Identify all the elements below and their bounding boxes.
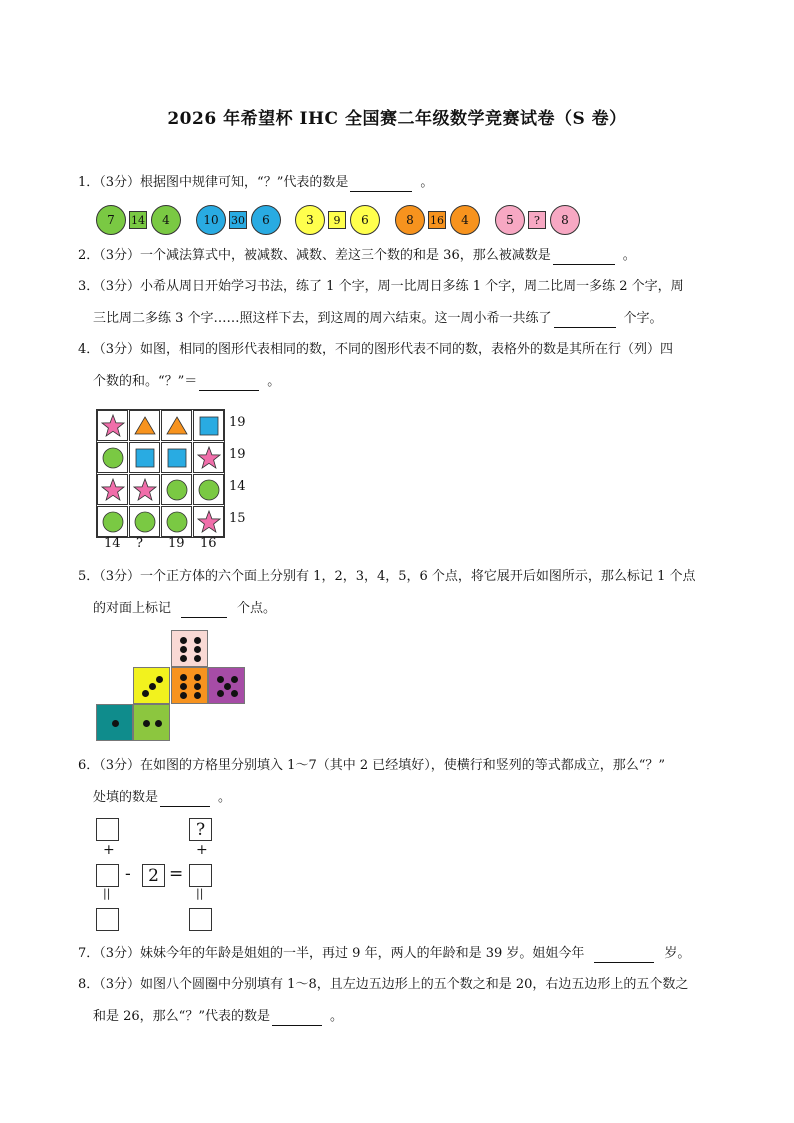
q5-face-dot bbox=[156, 676, 163, 683]
q6-equals-sign: = bbox=[169, 864, 184, 884]
q5-face-dot bbox=[231, 676, 238, 683]
q4-row-sum: 19 bbox=[229, 447, 246, 462]
question-8-end: 。 bbox=[329, 1009, 343, 1024]
question-4-end: 。 bbox=[267, 374, 281, 389]
q4-grid-cell bbox=[161, 442, 192, 473]
question-5-end: 个点。 bbox=[237, 601, 277, 616]
q5-face-dot bbox=[149, 683, 156, 690]
question-4-text: 个数的和。“？”＝ bbox=[93, 374, 198, 389]
question-8-line-1: 8．（3分）如图八个圆圈中分别填有 1～8，且左边五边形上的五个数之和是 20，右边五边形上的五个数之 bbox=[78, 977, 689, 992]
q1-square-middle: 14 bbox=[129, 211, 147, 229]
q5-face-dot bbox=[194, 692, 201, 699]
q6-box-bottom-left bbox=[96, 908, 119, 931]
q5-face-dot bbox=[155, 720, 162, 727]
q4-square-icon bbox=[197, 414, 221, 438]
q1-circle-right: 4 bbox=[450, 205, 480, 235]
q5-cube-face bbox=[133, 704, 170, 741]
q1-pattern-figure bbox=[96, 204, 596, 238]
q4-grid-cell bbox=[97, 410, 128, 441]
q5-cube-face bbox=[96, 704, 133, 741]
q4-grid-cell bbox=[129, 442, 160, 473]
q5-face-dot bbox=[194, 655, 201, 662]
q4-grid-cell bbox=[161, 474, 192, 505]
q1-circle-right: 6 bbox=[251, 205, 281, 235]
q4-column-sum: 16 bbox=[200, 536, 217, 551]
q5-face-dot bbox=[217, 690, 224, 697]
question-6-end: 。 bbox=[218, 790, 232, 805]
q5-face-dot bbox=[194, 683, 201, 690]
answer-blank-1[interactable] bbox=[350, 177, 412, 192]
q5-face-dot bbox=[217, 676, 224, 683]
q5-face-dot bbox=[143, 720, 150, 727]
q4-grid-cell bbox=[193, 506, 224, 537]
q4-column-sum: 19 bbox=[168, 536, 185, 551]
page-title: 2026 年希望杯 IHC 全国赛二年级数学竞赛试卷（S 卷） bbox=[167, 109, 627, 129]
q1-circle-left: 3 bbox=[295, 205, 325, 235]
q5-face-dot bbox=[180, 637, 187, 644]
q1-circle-left: 8 bbox=[395, 205, 425, 235]
q4-row-sum: 14 bbox=[229, 479, 246, 494]
question-3-line-1: 3．（3分）小希从周日开始学习书法，练了 1 个字，周一比周日多练 1 个字，周二比周一多练 2 个字，周 bbox=[78, 279, 684, 294]
q4-column-sum: 14 bbox=[104, 536, 121, 551]
q6-box-middle-right bbox=[189, 864, 212, 887]
q4-star-icon bbox=[133, 478, 157, 502]
q1-square-middle: 9 bbox=[328, 211, 346, 229]
answer-blank-8[interactable] bbox=[272, 1011, 322, 1026]
q5-face-dot bbox=[231, 690, 238, 697]
q1-circle-left: 5 bbox=[495, 205, 525, 235]
answer-blank-4[interactable] bbox=[199, 376, 259, 391]
q4-triangle-icon bbox=[133, 414, 157, 438]
q6-box-middle-left bbox=[96, 864, 119, 887]
question-5-text: 的对面上标记 bbox=[93, 601, 172, 616]
answer-blank-3[interactable] bbox=[554, 313, 616, 328]
q4-grid-cell bbox=[193, 410, 224, 441]
q4-column-sum: ? bbox=[136, 536, 143, 551]
q4-square-icon bbox=[133, 446, 157, 470]
q4-grid-cell bbox=[97, 506, 128, 537]
question-4-line-2 bbox=[93, 373, 280, 391]
q6-box-top-left bbox=[96, 818, 119, 841]
question-8-line-2 bbox=[93, 1008, 343, 1026]
q5-cube-face bbox=[171, 667, 208, 704]
q4-circle-icon bbox=[101, 446, 125, 470]
q1-circle-right: 4 bbox=[151, 205, 181, 235]
q5-cube-face bbox=[208, 667, 245, 704]
q4-grid-cell bbox=[193, 442, 224, 473]
q6-plus-left: + bbox=[103, 842, 115, 858]
answer-blank-6[interactable] bbox=[160, 792, 210, 807]
q5-face-dot bbox=[142, 690, 149, 697]
q5-face-dot bbox=[180, 674, 187, 681]
q1-square-middle: 16 bbox=[428, 211, 446, 229]
q6-vequals-right: || bbox=[196, 887, 204, 900]
question-8-text: 和是 26，那么“？”代表的数是 bbox=[93, 1009, 270, 1024]
question-2-end: 。 bbox=[622, 248, 636, 263]
question-1-text: 1．（3分）根据图中规律可知，“？”代表的数是 bbox=[78, 175, 349, 190]
q4-grid-cell bbox=[161, 506, 192, 537]
question-7-end: 岁。 bbox=[664, 946, 691, 961]
q5-face-dot bbox=[180, 655, 187, 662]
q6-box-unknown: ? bbox=[189, 818, 212, 841]
q4-row-sum: 19 bbox=[229, 415, 246, 430]
q5-face-dot bbox=[180, 692, 187, 699]
q1-circle-left: 10 bbox=[196, 205, 226, 235]
q4-circle-icon bbox=[165, 510, 189, 534]
q4-grid-cell bbox=[97, 442, 128, 473]
question-6-line-2 bbox=[93, 789, 231, 807]
q5-face-dot bbox=[180, 646, 187, 653]
q4-grid-cell bbox=[129, 506, 160, 537]
q4-triangle-icon bbox=[165, 414, 189, 438]
q6-minus-sign: - bbox=[125, 864, 131, 884]
answer-blank-7[interactable] bbox=[594, 948, 654, 963]
q5-face-dot bbox=[180, 683, 187, 690]
q4-star-icon bbox=[101, 478, 125, 502]
q4-circle-icon bbox=[101, 510, 125, 534]
q4-row-sum: 15 bbox=[229, 511, 246, 526]
q6-plus-right: + bbox=[196, 842, 208, 858]
q4-circle-icon bbox=[165, 478, 189, 502]
q5-cube-face bbox=[133, 667, 170, 704]
question-3-end: 个字。 bbox=[623, 311, 663, 326]
question-6-text: 处填的数是 bbox=[93, 790, 159, 805]
q5-face-dot bbox=[112, 720, 119, 727]
q4-grid-cell bbox=[97, 474, 128, 505]
q1-square-middle: 30 bbox=[229, 211, 247, 229]
q5-face-dot bbox=[194, 637, 201, 644]
q5-cube-face bbox=[171, 630, 208, 667]
q4-circle-icon bbox=[133, 510, 157, 534]
question-1 bbox=[78, 174, 433, 192]
q5-face-dot bbox=[194, 646, 201, 653]
q1-circle-right: 8 bbox=[550, 205, 580, 235]
answer-blank-5[interactable] bbox=[181, 603, 227, 618]
q4-square-icon bbox=[165, 446, 189, 470]
question-2 bbox=[78, 247, 636, 265]
q6-vequals-left: || bbox=[103, 887, 111, 900]
q4-grid-cell bbox=[193, 474, 224, 505]
question-1-end: 。 bbox=[420, 175, 434, 190]
q5-face-dot bbox=[224, 683, 231, 690]
question-7-text: 7．（3分）妹妹今年的年龄是姐姐的一半，再过 9 年，两人的年龄和是 39 岁。姐姐今年 bbox=[78, 946, 585, 961]
q1-square-middle: ? bbox=[528, 211, 546, 229]
q4-grid-cell bbox=[129, 410, 160, 441]
question-5-line-2 bbox=[93, 600, 276, 618]
question-3-line-2 bbox=[93, 310, 663, 328]
q4-grid-cell bbox=[129, 474, 160, 505]
q4-circle-icon bbox=[197, 478, 221, 502]
q4-star-icon bbox=[197, 510, 221, 534]
question-2-text: 2．（3分）一个减法算式中，被减数、减数、差这三个数的和是 36，那么被减数是 bbox=[78, 248, 551, 263]
question-7 bbox=[78, 945, 690, 963]
q4-star-icon bbox=[197, 446, 221, 470]
q4-grid-cell bbox=[161, 410, 192, 441]
q6-box-given: 2 bbox=[142, 864, 165, 887]
q1-circle-left: 7 bbox=[96, 205, 126, 235]
answer-blank-2[interactable] bbox=[553, 250, 615, 265]
q5-face-dot bbox=[194, 674, 201, 681]
question-4-line-1: 4．（3分）如图，相同的图形代表相同的数，不同的图形代表不同的数，表格外的数是其所在行（列）四 bbox=[78, 342, 674, 357]
q4-star-icon bbox=[101, 414, 125, 438]
q4-shape-grid bbox=[96, 409, 225, 538]
question-5-line-1: 5．（3分）一个正方体的六个面上分别有 1，2，3，4，5，6 个点，将它展开后如图所示，那么标记 1 个点 bbox=[78, 569, 696, 584]
q6-box-bottom-right bbox=[189, 908, 212, 931]
question-3-text: 三比周二多练 3 个字……照这样下去，到这周的周六结束。这一周小希一共练了 bbox=[93, 311, 552, 326]
q1-circle-right: 6 bbox=[350, 205, 380, 235]
question-6-line-1: 6．（3分）在如图的方格里分别填入 1～7（其中 2 已经填好），使横行和竖列的等式都成立，那么“？” bbox=[78, 758, 666, 773]
